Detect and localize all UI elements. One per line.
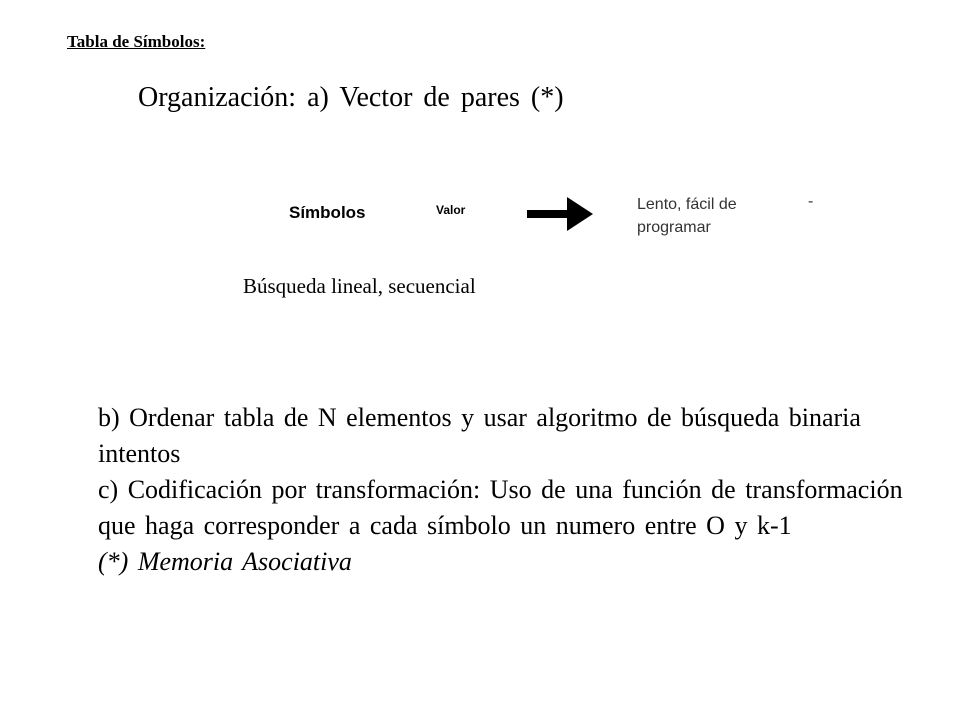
- body-text: [98, 400, 928, 580]
- footnote-associative-memory: (*) Memoria Asociativa: [98, 547, 352, 576]
- right-arrow-icon: [527, 195, 593, 233]
- note-line-2: programar: [637, 219, 711, 236]
- note-line-1: Lento, fácil de: [637, 196, 737, 213]
- note-text: [637, 193, 797, 239]
- note-dash: -: [808, 193, 814, 210]
- paragraph-b: b) Ordenar tabla de N elementos y usar algoritmo de búsqueda binaria intentos: [98, 403, 861, 468]
- value-label: Valor: [436, 203, 466, 217]
- paragraph-c: c) Codificación por transformación: Uso de una función de transformación que haga corresponder a cada símbolo un numero entre O y k-1: [98, 475, 903, 540]
- organization-title: Organización: a) Vector de pares (*): [138, 82, 564, 113]
- linear-search-label: Búsqueda lineal, secuencial: [243, 274, 476, 298]
- symbols-label: Símbolos: [289, 203, 366, 222]
- slide-heading: Tabla de Símbolos:: [67, 32, 206, 51]
